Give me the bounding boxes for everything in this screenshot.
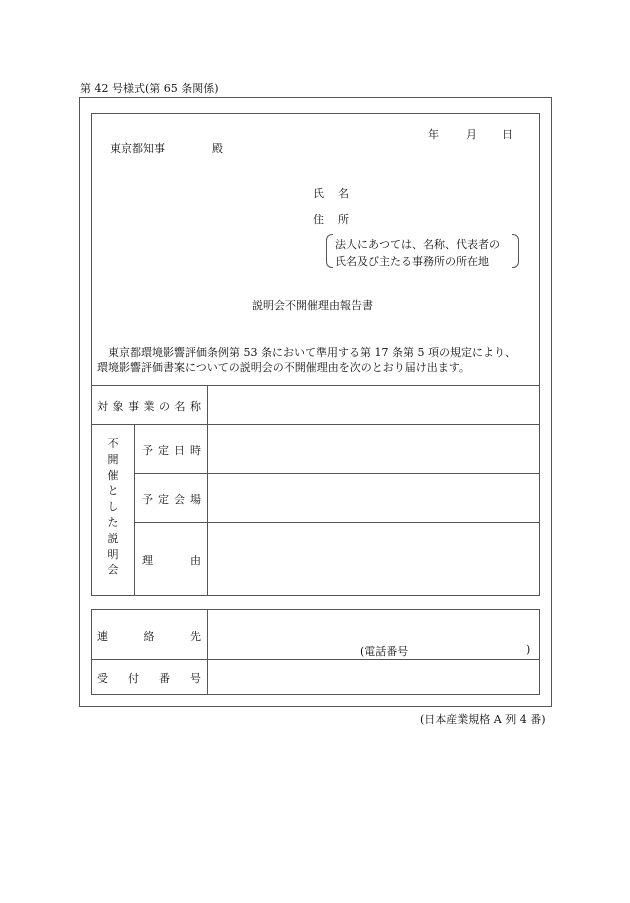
project-name-label — [97, 398, 201, 414]
phone-number-close: ) — [526, 643, 531, 656]
table-line — [91, 424, 540, 425]
corporate-note-line1: 法人にあつては、名称、代表者の — [335, 238, 500, 251]
label-char: 業 — [143, 400, 155, 413]
note-bracket-right — [512, 234, 519, 268]
label-char: し — [107, 500, 119, 514]
address-label — [313, 211, 349, 227]
table-line — [91, 659, 540, 660]
note-bracket-left — [326, 234, 333, 268]
label-char: 明 — [107, 547, 119, 561]
label-char: 先 — [190, 630, 201, 643]
address-label-char: 所 — [338, 213, 349, 226]
label-char: 付 — [128, 672, 139, 685]
label-char: 受 — [97, 672, 108, 685]
label-char: 不 — [107, 437, 119, 450]
scheduled-datetime-label — [142, 442, 201, 458]
label-char: 会 — [107, 563, 119, 577]
label-char: 由 — [190, 554, 201, 567]
form-number: 第 42 号様式(第 65 条関係) — [80, 82, 219, 95]
table-divider — [207, 609, 208, 695]
body-line-1: 東京都環境影響評価条例第 53 条において準用する第 17 条第 5 項の規定により、 — [108, 346, 516, 359]
scheduled-venue-label — [142, 491, 201, 507]
address-label-char: 住 — [313, 213, 324, 226]
label-char: 称 — [190, 400, 201, 413]
label-char: 号 — [190, 672, 201, 685]
label-char: 名 — [174, 400, 186, 413]
name-label-char: 名 — [338, 187, 349, 200]
table-line — [134, 522, 540, 523]
label-char: 時 — [190, 444, 201, 457]
body-line-2: 環境影響評価書案についての説明会の不開催理由を次のとおり届け出ます。 — [97, 361, 470, 374]
table-divider — [134, 424, 135, 596]
label-char: 定 — [158, 493, 169, 506]
phone-number-open: (電話番号 — [360, 645, 409, 658]
label-char: 場 — [190, 493, 201, 506]
label-char: 事 — [128, 400, 139, 413]
table-top-line — [91, 385, 540, 386]
receipt-number-label — [97, 670, 201, 686]
addressee-honorific: 殿 — [212, 142, 223, 155]
label-char: 番 — [159, 672, 170, 685]
label-char: 催 — [107, 468, 119, 482]
paper-size-note: (日本産業規格 A 列 4 番) — [420, 713, 546, 726]
table-line — [134, 473, 540, 474]
label-char: 象 — [112, 400, 124, 413]
label-char: 日 — [174, 444, 185, 457]
label-char: 会 — [174, 493, 185, 506]
form-title: 説明会不開催理由報告書 — [252, 299, 373, 312]
date-day-label: 日 — [502, 128, 513, 141]
label-char: 定 — [158, 444, 169, 457]
name-label-char: 氏 — [313, 187, 324, 200]
label-char: 予 — [142, 444, 153, 457]
label-char: た — [107, 515, 119, 529]
label-char: 連 — [97, 630, 108, 643]
label-char: 絡 — [143, 630, 155, 643]
label-char: 説 — [107, 531, 119, 545]
table-divider — [207, 385, 208, 596]
name-label — [313, 185, 349, 201]
label-char: 対 — [97, 400, 108, 413]
label-char: 予 — [142, 493, 153, 506]
label-char: 開 — [107, 452, 119, 466]
label-char: と — [107, 484, 119, 498]
reason-label — [142, 552, 201, 568]
unheld-meeting-label — [106, 436, 120, 578]
contact-label — [97, 628, 201, 644]
label-char: の — [159, 400, 170, 413]
date-year-label: 年 — [428, 128, 439, 141]
corporate-note-line2: 氏名及び主たる事務所の所在地 — [335, 255, 489, 268]
addressee-name: 東京都知事 — [110, 142, 165, 155]
date-month-label: 月 — [466, 128, 477, 141]
label-char: 理 — [142, 554, 153, 567]
